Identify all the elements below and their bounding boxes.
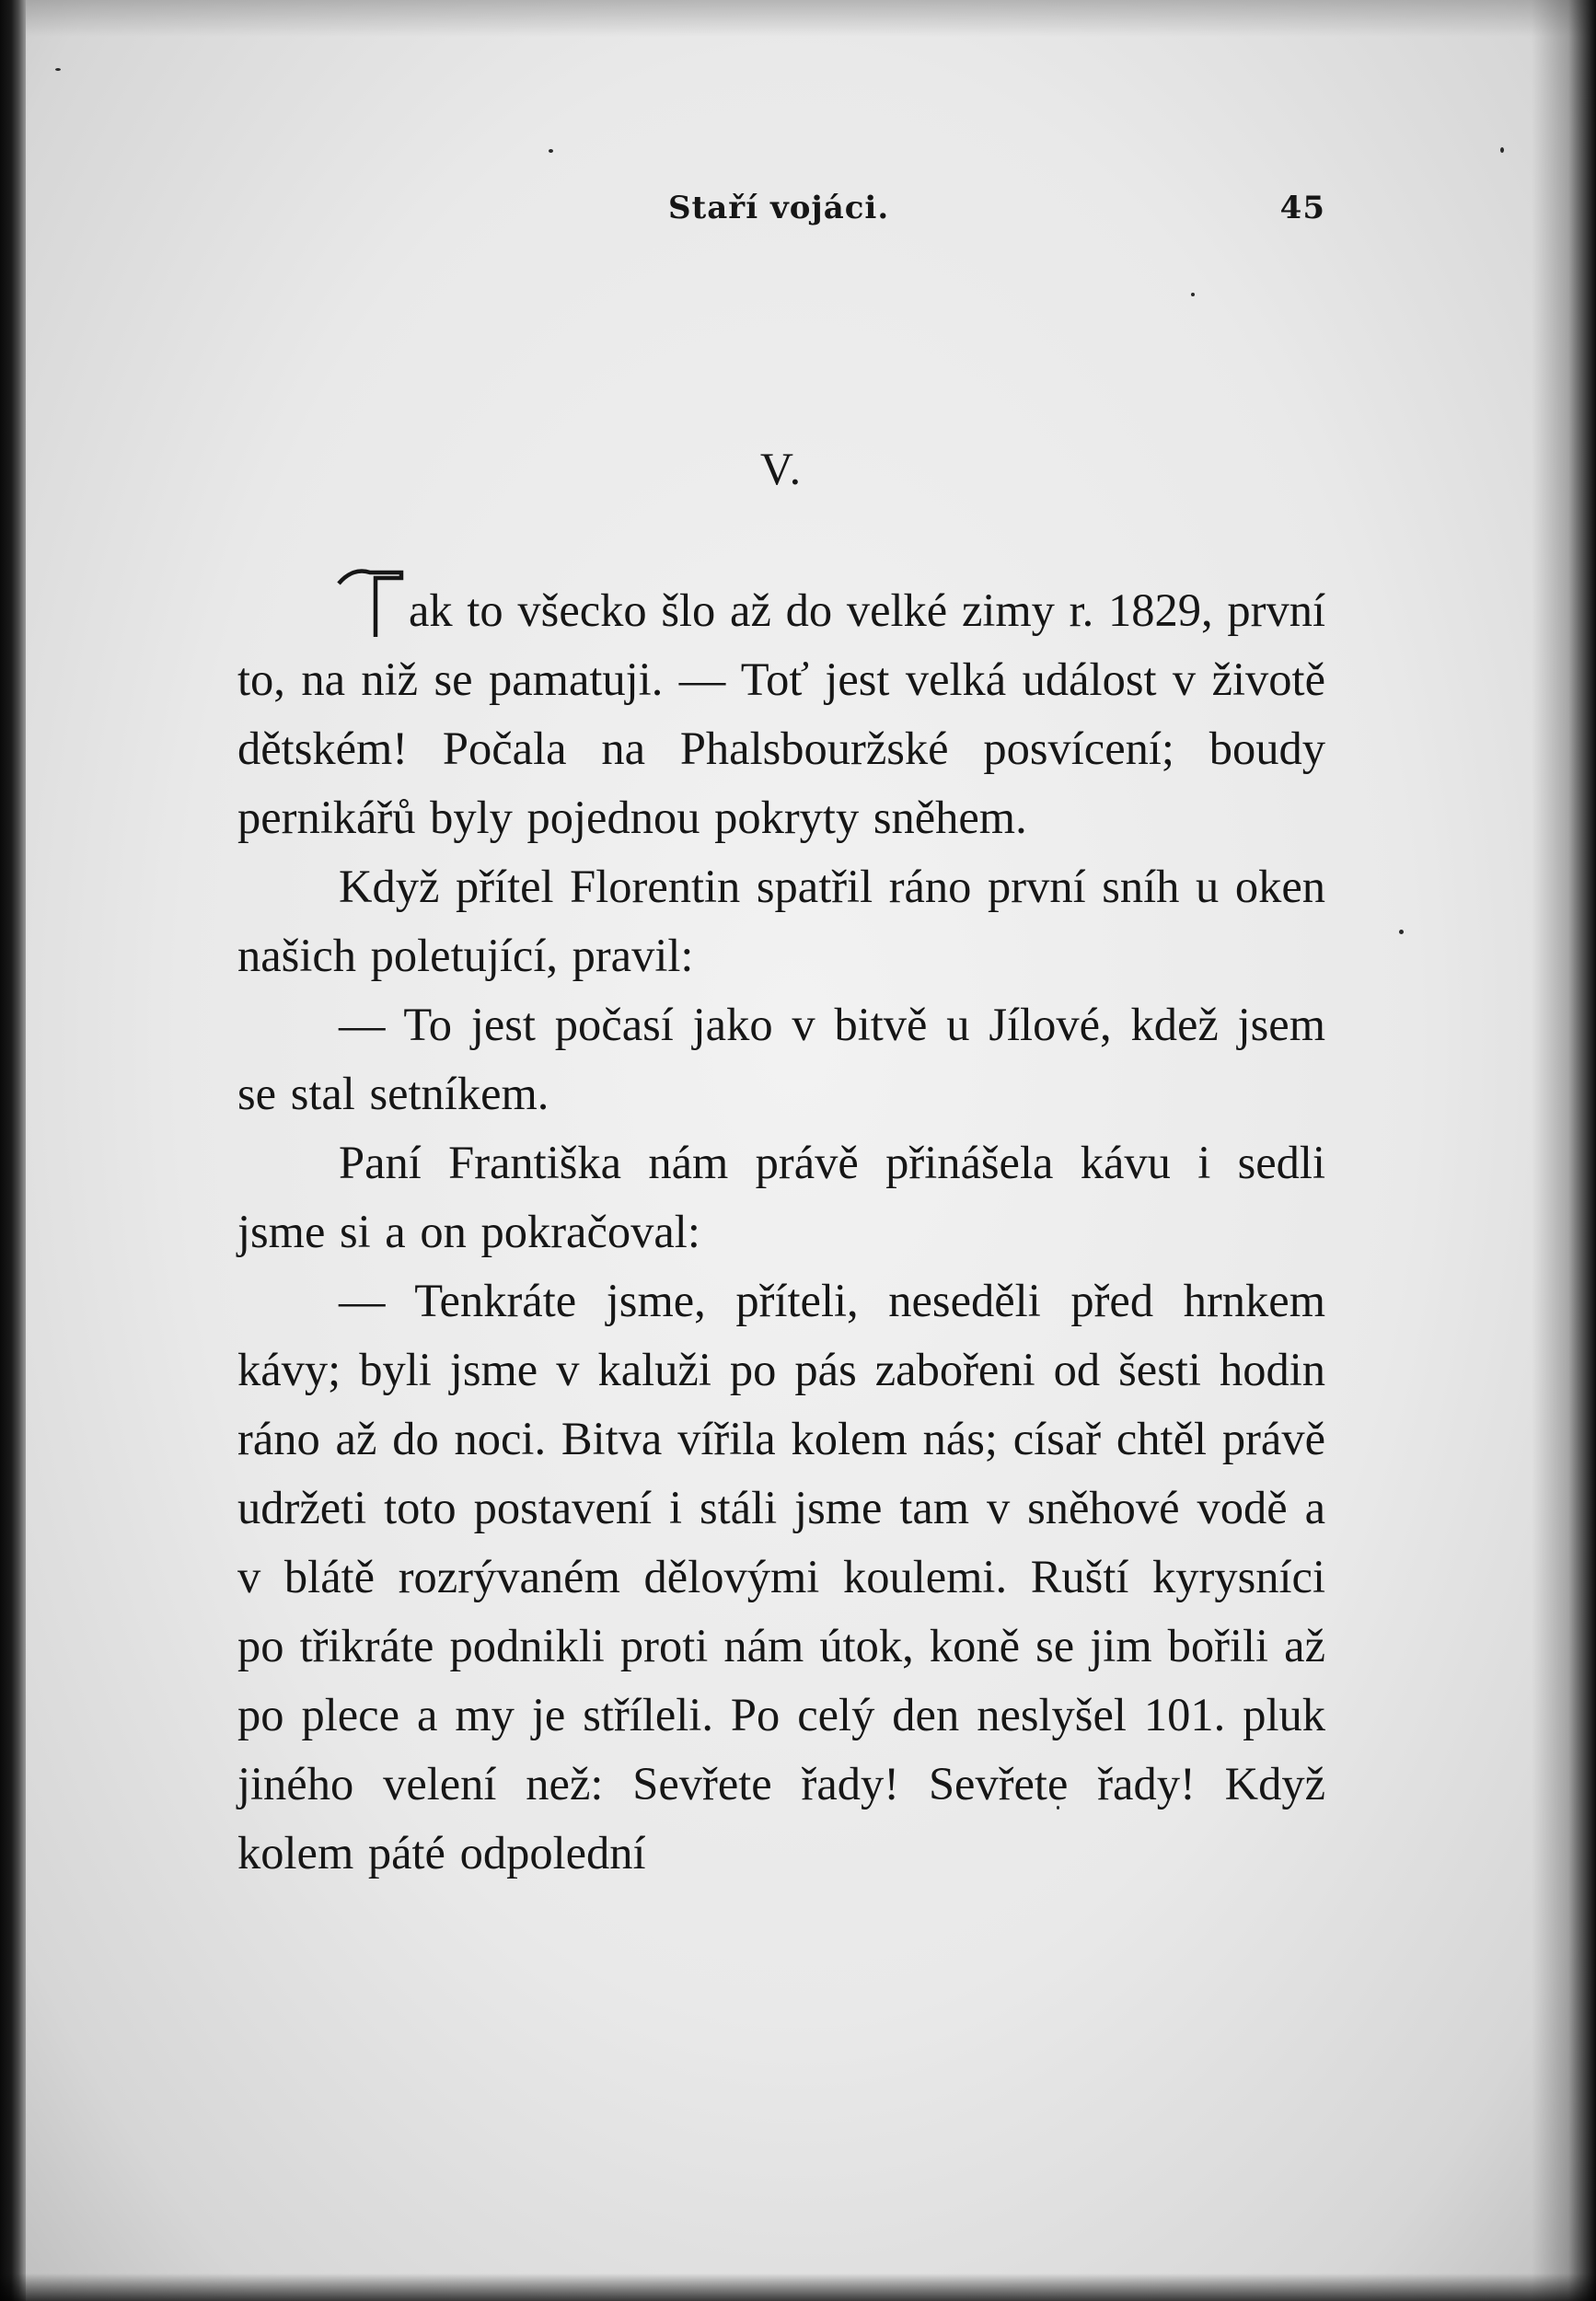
body-text — [237, 576, 1325, 1888]
bottom-shadow — [0, 2273, 1596, 2301]
right-page-edge — [1532, 0, 1596, 2301]
dust-speck — [1500, 147, 1504, 153]
dust-speck — [549, 149, 553, 153]
drop-cap-glyph — [335, 563, 407, 637]
paragraph: Paní Františka nám právě přinášela kávu i sedli jsme si a on pokračoval: — [237, 1137, 1325, 1257]
dust-speck — [55, 68, 61, 71]
paragraph: — Tenkráte jsme, příteli, neseděli před hrnkem kávy; byli jsme v kaluži po pás zabořeni od šesti hodin ráno až do noci. Bitva vířila kolem nás; císař chtěl právě udržeti toto postavení i stáli jsme tam v sněhové vodě a v blátě rozrývaném dělovými koulemi. Ruští kyrysníci po třikráte podnikli proti nám útok, koně se jim bořili až po plece a my je stříleli. Po celý den neslyšel 101. pluk jiného velení než: Sevřete řady! Sevřete řady! Když kolem páté odpolední — [237, 1275, 1325, 1879]
dust-speck — [1191, 293, 1195, 296]
running-title: Staří vojáci. — [668, 190, 890, 226]
running-header — [237, 190, 1325, 236]
chapter-heading: V. — [759, 443, 804, 494]
paragraph: — To jest počasí jako v bitvě u Jílové, kdež jsem se stal setníkem. — [237, 999, 1325, 1119]
paragraph — [237, 576, 1325, 852]
page-number: 45 — [1279, 190, 1325, 226]
paragraph: Když přítel Florentin spatřil ráno první sníh u oken našich poletující, pravil: — [237, 861, 1325, 981]
top-shadow — [0, 0, 1596, 37]
paragraph-text: ak to všecko šlo až do velké zimy r. 1829, první to, na niž se pamatuji. — Toť jest velká událost v životě dětském! Počala na Phalsbouržské posvícení; boudy pernikářů byly pojednou pokryty sněhem. — [237, 584, 1325, 843]
left-binding-edge — [0, 0, 26, 2301]
drop-cap — [335, 563, 409, 637]
dust-speck — [1399, 930, 1404, 934]
